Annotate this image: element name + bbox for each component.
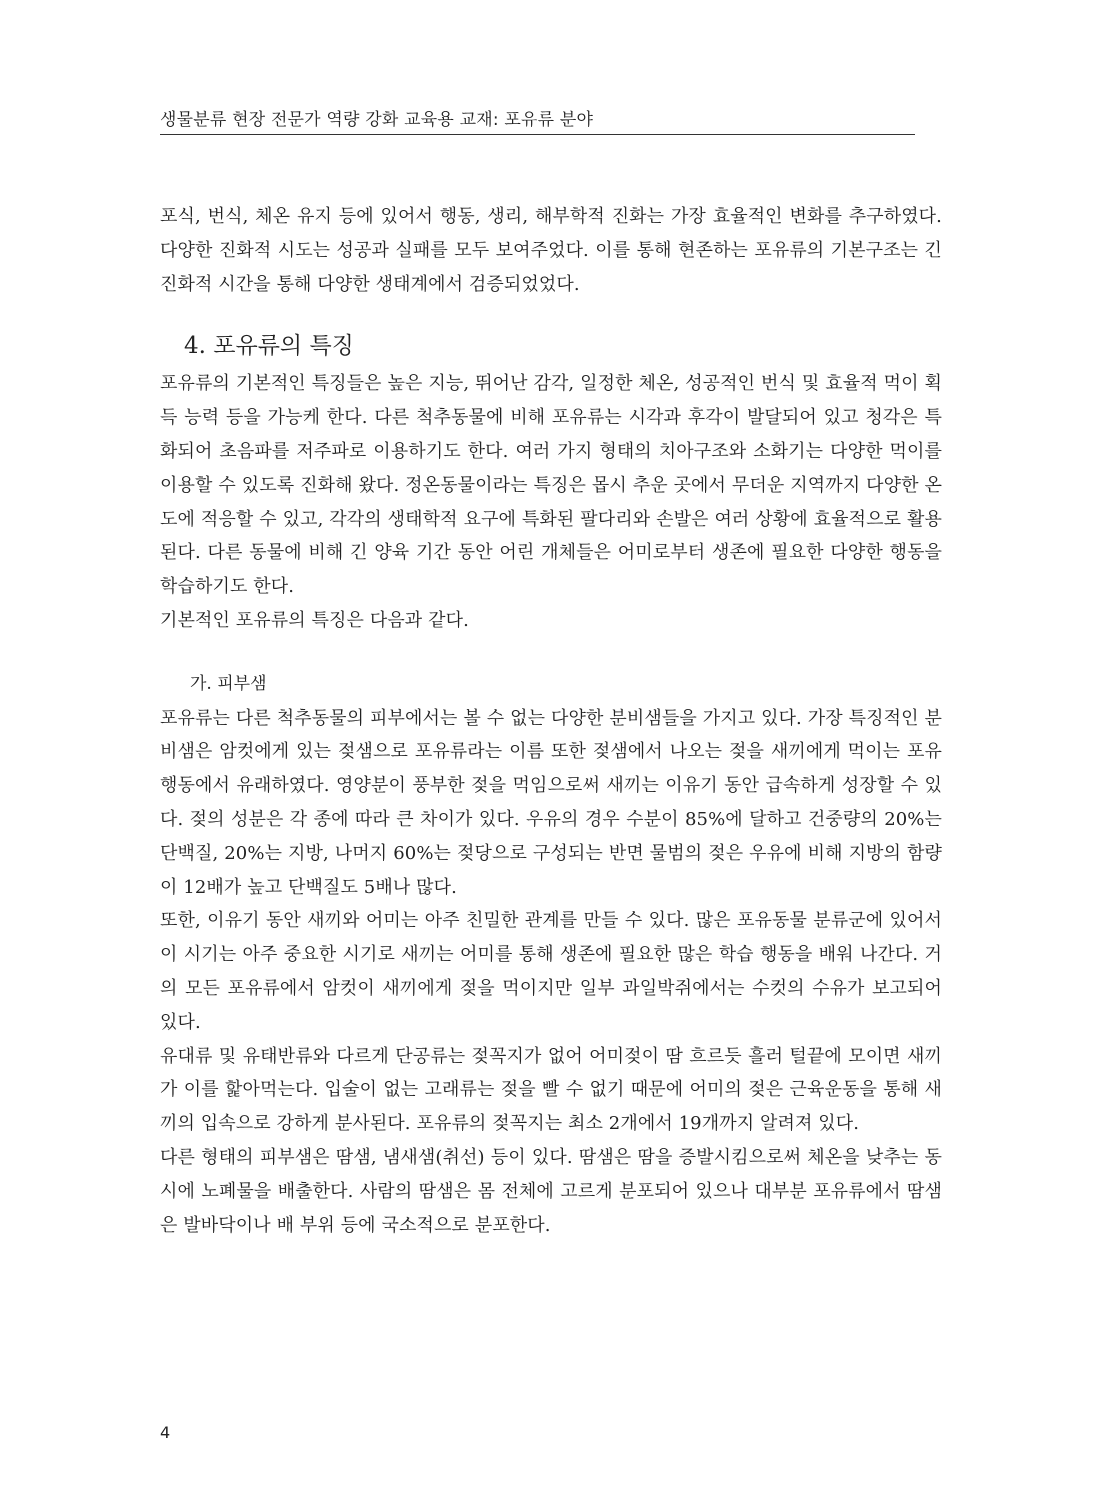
subsection-paragraph: 또한, 이유기 동안 새끼와 어미는 아주 친밀한 관계를 만들 수 있다. 많은 포유동물 분류군에 있어서 이 시기는 아주 중요한 시기로 새끼는 어미를 통해 생존에 필요한 많은 학습 행동을 배워 나간다. 거의 모든 포유류에서 암컷이 새끼에게 젖을 먹이지만 일부 과일박쥐에서는 수컷의 수유가 보고되어 있다. (160, 910, 942, 1033)
intro-paragraph: 포식, 번식, 체온 유지 등에 있어서 행동, 생리, 해부학적 진화는 가장 효율적인 변화를 추구하였다. 다양한 진화적 시도는 성공과 실패를 모두 보여주었다. 이를 통해 현존하는 포유류의 기본구조는 긴 진화적 시간을 통해 다양한 생태계에서 검증되었었다. (160, 206, 942, 295)
spacer (160, 638, 942, 668)
page-number: 4 (160, 1423, 171, 1442)
subsection-heading: 가. 피부샘 (190, 673, 267, 694)
subsection-paragraph: 유대류 및 유태반류와 다르게 단공류는 젖꼭지가 없어 어미젖이 땀 흐르듯 흘러 털끝에 모이면 새끼가 이를 핥아먹는다. 입술이 없는 고래류는 젖을 빨 수 없기 때문에 어미의 젖은 근육운동을 통해 새끼의 입속으로 강하게 분사된다. 포유류의 젖꼭지는 최소 2개에서 19개까지 알려져 있다. (160, 1045, 942, 1135)
section-heading: 4. 포유류의 특징 (184, 333, 354, 360)
section-paragraph: 포유류의 기본적인 특징들은 높은 지능, 뛰어난 감각, 일정한 체온, 성공적인 번식 및 효율적 먹이 획득 능력 등을 가능케 한다. 다른 척추동물에 비해 포유류는 시각과 후각이 발달되어 있고 청각은 특화되어 초음파를 저주파로 이용하기도 한다. 여러 가지 형태의 치아구조와 소화기는 다양한 먹이를 이용할 수 있도록 진화해 왔다. 정온동물이라는 특징은 몹시 추운 곳에서 무더운 지역까지 다양한 온도에 적응할 수 있고, 각각의 생태학적 요구에 특화된 팔다리와 손발은 여러 상황에 효율적으로 활용된다. 다른 동물에 비해 긴 양육 기간 동안 어린 개체들은 어미로부터 생존에 필요한 다양한 행동을 학습하기도 한다. (160, 373, 942, 598)
header-divider (160, 134, 915, 135)
subsection-paragraph: 다른 형태의 피부샘은 땀샘, 냄새샘(취선) 등이 있다. 땀샘은 땀을 증발시킴으로써 체온을 낮추는 동시에 노폐물을 배출한다. 사람의 땀샘은 몸 전체에 고르게 분포되어 있으나 대부분 포유류에서 땀샘은 발바닥이나 배 부위 등에 국소적으로 분포한다. (160, 1146, 942, 1236)
subsection-paragraph: 포유류는 다른 척추동물의 피부에서는 볼 수 없는 다양한 분비샘들을 가지고 있다. 가장 특징적인 분비샘은 암컷에게 있는 젖샘으로 포유류라는 이름 또한 젖샘에서 나오는 젖을 새끼에게 먹이는 포유행동에서 유래하였다. 영양분이 풍부한 젖을 먹임으로써 새끼는 이유기 동안 급속하게 성장할 수 있다. 젖의 성분은 각 종에 따라 큰 차이가 있다. 우유의 경우 수분이 85%에 달하고 건중량의 20%는 단백질, 20%는 지방, 나머지 60%는 젖당으로 구성되는 반면 물범의 젖은 우유에 비해 지방의 함량이 12배가 높고 단백질도 5배나 많다. (160, 707, 943, 898)
section-summary-line: 기본적인 포유류의 특징은 다음과 같다. (160, 609, 469, 631)
page-body (160, 200, 942, 1242)
running-header: 생물분류 현장 전문가 역량 강화 교육용 교재: 포유류 분야 (160, 110, 594, 130)
